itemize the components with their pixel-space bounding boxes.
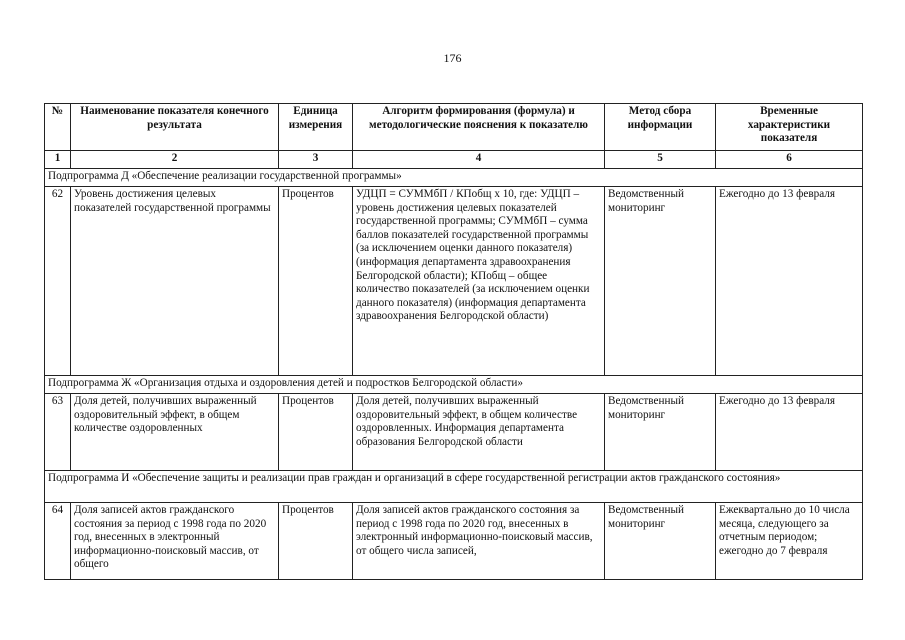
timing: Ежегодно до 13 февраля: [716, 394, 863, 471]
algorithm: УДЦП = СУММбП / КПобщ х 10, где: УДЦП – уровень достижения целевых показателей государственной программы; СУММбП – сумма баллов показателей государственной программы (за исключением оценки данного показателя) (информация департамента здравоохранения Белгородской области); КПобщ – общее количество показателей (за исключением оценки данного показателя) (информация департамента здравоохранения Белгородской области): [353, 187, 605, 376]
table-row: [45, 503, 863, 580]
unit: Процентов: [279, 503, 353, 580]
header-method: Метод сбора информации: [605, 104, 716, 151]
algorithm: Доля детей, получивших выраженный оздоровительный эффект, в общем количестве оздоровленных. Информация департамента образования Белгородской области: [353, 394, 605, 471]
unit: Процентов: [279, 394, 353, 471]
header-timing: Временные характеристики показателя: [716, 104, 863, 151]
header-algorithm: Алгоритм формирования (формула) и методологические пояснения к показателю: [353, 104, 605, 151]
section-row: [45, 471, 863, 503]
algorithm: Доля записей актов гражданского состояния за период с 1998 года по 2020 год, внесенных в электронный информационно-поисковый массив, от общего числа записей,: [353, 503, 605, 580]
column-number-row: [45, 151, 863, 169]
column-number: 6: [716, 151, 863, 169]
table-row: [45, 187, 863, 376]
header-number: №: [45, 104, 71, 151]
indicators-table: [44, 103, 863, 580]
collection-method: Ведомственный мониторинг: [605, 394, 716, 471]
column-number: 2: [71, 151, 279, 169]
timing: Ежеквартально до 10 числа месяца, следующего за отчетным периодом; ежегодно до 7 февраля: [716, 503, 863, 580]
indicator-name: Доля детей, получивших выраженный оздоровительный эффект, в общем количестве оздоровленных: [71, 394, 279, 471]
collection-method: Ведомственный мониторинг: [605, 503, 716, 580]
column-number: 4: [353, 151, 605, 169]
indicator-name: Уровень достижения целевых показателей государственной программы: [71, 187, 279, 376]
table-header-row: [45, 104, 863, 151]
row-number: 62: [45, 187, 71, 376]
collection-method: Ведомственный мониторинг: [605, 187, 716, 376]
row-number: 63: [45, 394, 71, 471]
section-title: Подпрограмма Ж «Организация отдыха и оздоровления детей и подростков Белгородской области»: [45, 376, 863, 394]
unit: Процентов: [279, 187, 353, 376]
page-number: 176: [443, 51, 462, 65]
row-number: 64: [45, 503, 71, 580]
section-title: Подпрограмма И «Обеспечение защиты и реализации прав граждан и организаций в сфере государственной регистрации актов гражданского состояния»: [45, 471, 863, 503]
header-indicator-name: Наименование показателя конечного результата: [71, 104, 279, 151]
timing: Ежегодно до 13 февраля: [716, 187, 863, 376]
section-row: [45, 376, 863, 394]
table-row: [45, 394, 863, 471]
column-number: 3: [279, 151, 353, 169]
column-number: 1: [45, 151, 71, 169]
indicator-name: Доля записей актов гражданского состояния за период с 1998 года по 2020 год, внесенных в электронный информационно-поисковый массив, от общего: [71, 503, 279, 580]
section-title: Подпрограмма Д «Обеспечение реализации государственной программы»: [45, 169, 863, 187]
header-unit: Единица измерения: [279, 104, 353, 151]
column-number: 5: [605, 151, 716, 169]
section-row: [45, 169, 863, 187]
